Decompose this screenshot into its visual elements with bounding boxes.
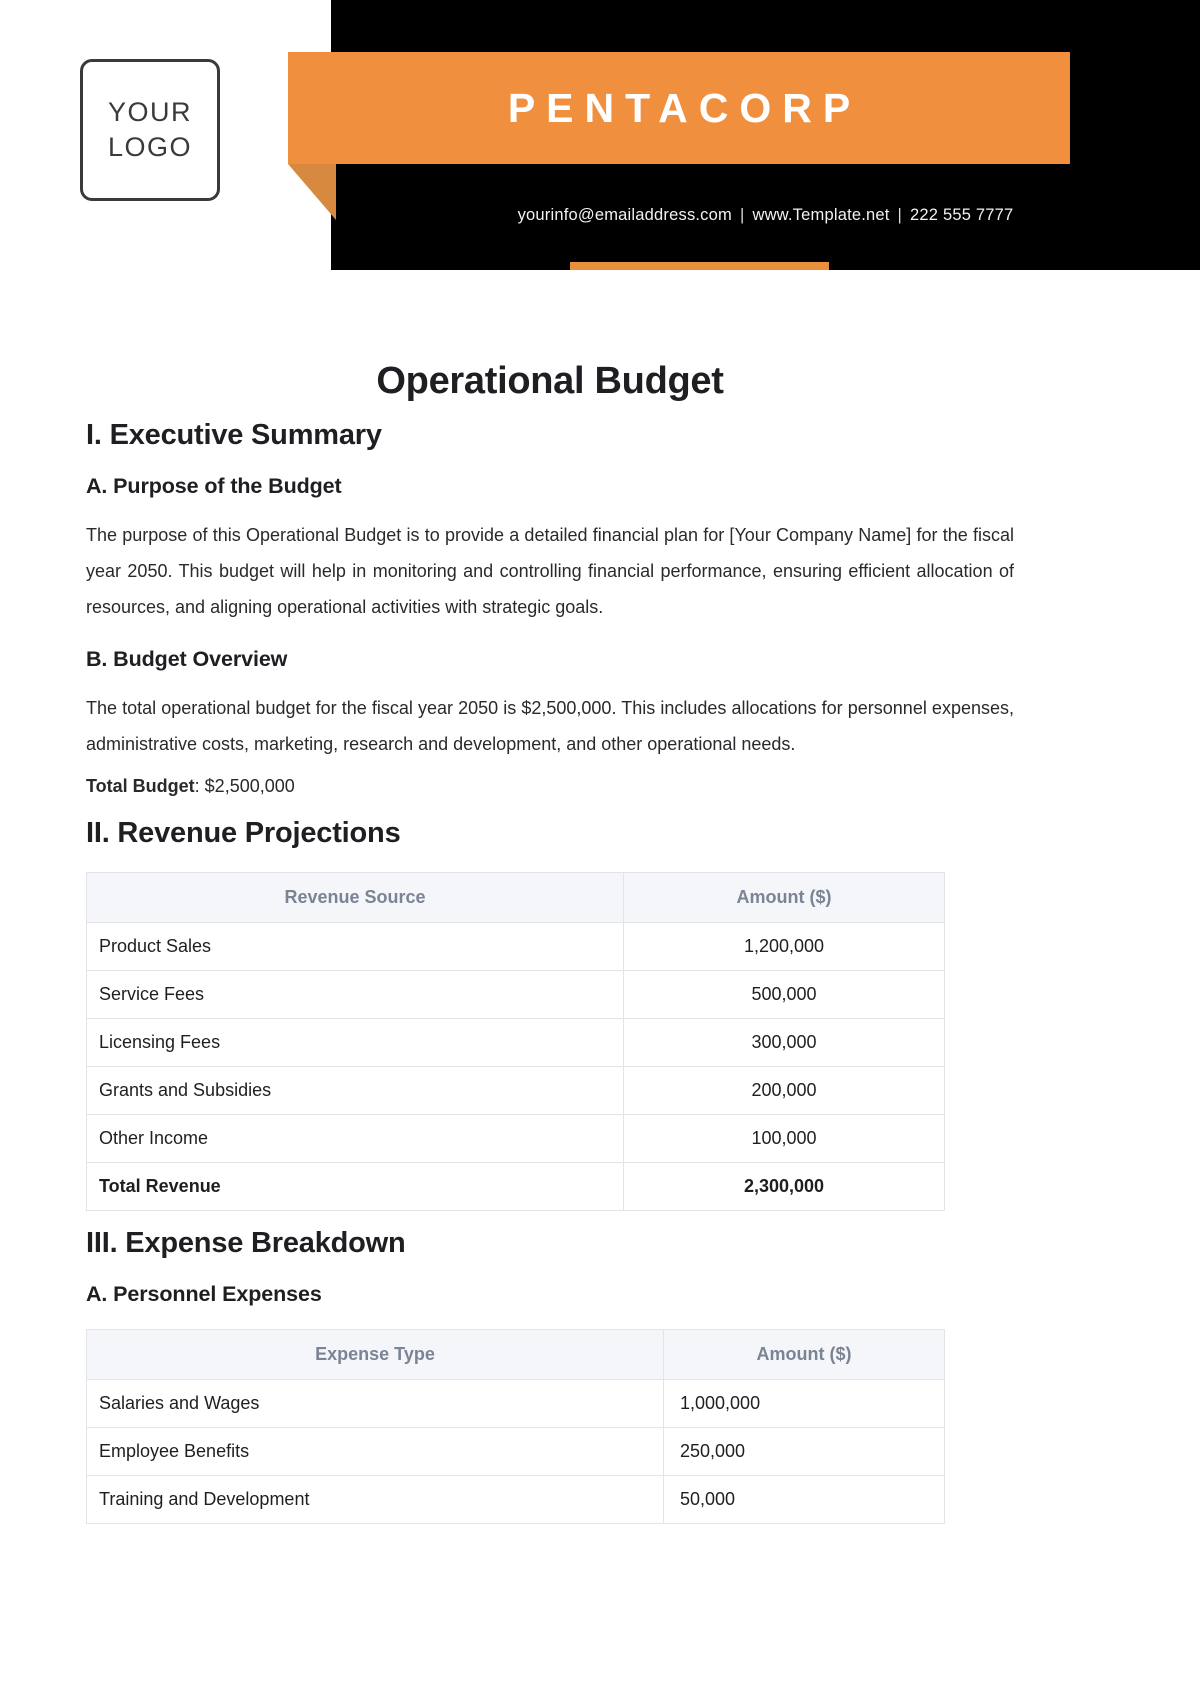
table-row <box>87 1018 945 1066</box>
table-row <box>87 970 945 1018</box>
cell-revenue-source: Licensing Fees <box>87 1018 624 1066</box>
logo-placeholder <box>80 59 220 201</box>
table-row <box>87 1427 945 1475</box>
cell-expense-type: Salaries and Wages <box>87 1379 664 1427</box>
banner-fold-shape <box>288 164 336 220</box>
subsection-heading-personnel-expenses: A. Personnel Expenses <box>86 1281 322 1306</box>
document-body <box>86 300 1014 1524</box>
table-header-row <box>87 872 945 922</box>
table-row <box>87 922 945 970</box>
personnel-expenses-table <box>86 1329 945 1524</box>
cell-revenue-source: Other Income <box>87 1114 624 1162</box>
document-header <box>0 0 1200 270</box>
total-budget-line <box>86 772 1014 801</box>
cell-expense-amount: 50,000 <box>664 1475 945 1523</box>
personnel-table-body <box>87 1379 945 1523</box>
cell-revenue-amount: 100,000 <box>624 1114 945 1162</box>
total-budget-label: Total Budget <box>86 776 195 796</box>
header-contact-info <box>331 206 1200 225</box>
table-header-row <box>87 1329 945 1379</box>
cell-expense-type: Employee Benefits <box>87 1427 664 1475</box>
total-budget-separator: : <box>194 776 205 796</box>
section-heading-revenue-projections: II. Revenue Projections <box>86 816 401 849</box>
cell-revenue-source: Product Sales <box>87 922 624 970</box>
column-header-revenue-source: Revenue Source <box>87 872 624 922</box>
contact-email: yourinfo@emailaddress.com <box>517 206 732 224</box>
section-heading-expense-breakdown: III. Expense Breakdown <box>86 1226 406 1259</box>
subsection-heading-purpose: A. Purpose of the Budget <box>86 474 342 498</box>
contact-website: www.Template.net <box>752 206 890 224</box>
logo-line-1: YOUR <box>107 97 192 128</box>
header-accent-bar <box>570 262 829 270</box>
table-row <box>87 1379 945 1427</box>
table-row <box>87 1114 945 1162</box>
contact-phone: 222 555 7777 <box>910 206 1014 224</box>
paragraph-purpose: The purpose of this Operational Budget is to provide a detailed financial plan for [Your Company Name] for the fiscal year 2050. This budget will help in monitoring and controlling financial performance, ensuring efficient allocation of resources, and aligning operational activities with strategic goals. <box>86 525 1014 617</box>
column-header-expense-amount: Amount ($) <box>664 1329 945 1379</box>
revenue-table-body <box>87 922 945 1210</box>
table-row <box>87 1066 945 1114</box>
revenue-projections-table <box>86 872 945 1211</box>
cell-revenue-amount: 2,300,000 <box>624 1162 945 1210</box>
subsection-heading-budget-overview: B. Budget Overview <box>86 647 288 671</box>
total-budget-value: $2,500,000 <box>204 776 295 796</box>
section-heading-executive-summary: I. Executive Summary <box>86 419 382 451</box>
company-name-text: PENTACORP <box>507 84 862 131</box>
cell-expense-amount: 250,000 <box>664 1427 945 1475</box>
cell-revenue-source: Service Fees <box>87 970 624 1018</box>
cell-revenue-amount: 200,000 <box>624 1066 945 1114</box>
contact-separator-2: | <box>897 206 903 224</box>
document-title: Operational Budget <box>376 360 724 402</box>
table-row <box>87 1475 945 1523</box>
company-name-banner <box>288 52 1070 164</box>
logo-line-2: LOGO <box>107 132 193 162</box>
paragraph-budget-overview: The total operational budget for the fiscal year 2050 is $2,500,000. This includes allocations for personnel expenses, administrative costs, marketing, research and development, and other operational needs. <box>86 698 1014 754</box>
column-header-revenue-amount: Amount ($) <box>624 872 945 922</box>
cell-revenue-source: Grants and Subsidies <box>87 1066 624 1114</box>
table-row <box>87 1162 945 1210</box>
cell-revenue-source: Total Revenue <box>87 1162 624 1210</box>
cell-revenue-amount: 300,000 <box>624 1018 945 1066</box>
contact-separator-1: | <box>739 206 745 224</box>
cell-revenue-amount: 1,200,000 <box>624 922 945 970</box>
cell-expense-amount: 1,000,000 <box>664 1379 945 1427</box>
cell-revenue-amount: 500,000 <box>624 970 945 1018</box>
column-header-expense-type: Expense Type <box>87 1329 664 1379</box>
cell-expense-type: Training and Development <box>87 1475 664 1523</box>
